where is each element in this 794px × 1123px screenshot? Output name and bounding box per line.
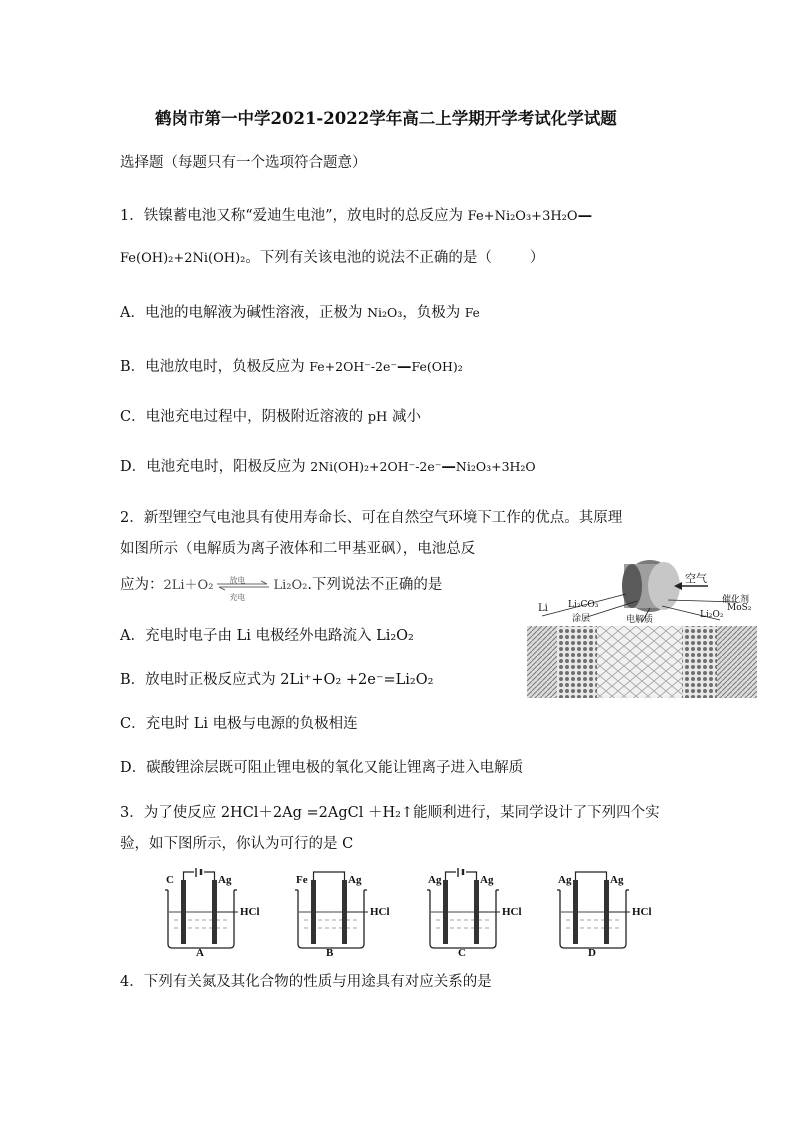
electrode-label-left: Ag [558, 874, 572, 886]
beaker-setup [552, 868, 672, 958]
q1-d-product: Ni₂O₃+3H₂O [455, 459, 536, 474]
battery-diagram-image [522, 556, 762, 700]
fig-label-catalyst: 催化剂 [722, 595, 750, 605]
q2-option-b: B．放电时正极反应式为 2Li⁺+O₂ +2e⁻=Li₂O₂ [120, 672, 434, 688]
q2-line2: 如图所示（电解质为离子液体和二甲基亚砜），电池总反 [120, 541, 476, 557]
fig-label-mos2: MoS₂ [727, 603, 752, 613]
fig-label-air: 空气 [685, 572, 707, 585]
q1-c-ph: pH [367, 410, 388, 425]
q2-line1: 2．新型锂空气电池具有使用寿命长、可在自然空气环境下工作的优点。其原理 [120, 510, 623, 526]
q1-a-text: A．电池的电解液为碱性溶液，正极为 [120, 305, 368, 321]
q1-stem: 1．铁镍蓄电池又称“爱迪生电池”，放电时的总反应为 [120, 208, 468, 224]
electrode-label-right: Ag [610, 874, 624, 886]
li-air-battery-figure [522, 556, 762, 700]
q1-equation-right: Fe(OH)₂+2Ni(OH)₂ [120, 251, 246, 266]
electrode-label-left: Fe [296, 874, 308, 886]
q1-option-a [120, 303, 480, 323]
q1-b-text: B．电池放电时，负极反应为 [120, 359, 310, 375]
q1-d-equation: 2Ni(OH)₂+2OH⁻-2e⁻ [310, 459, 442, 474]
fig-label-coating: 涂层 [572, 614, 591, 624]
fig-label-electrolyte: 电解质 [626, 615, 654, 625]
fig-label-li2co3: Li₂CO₃ [568, 600, 599, 610]
electrolyte-label: HCl [240, 906, 260, 918]
electrolyte-label: HCl [502, 906, 522, 918]
q1-line2 [120, 248, 544, 269]
q3-line1: 3．为了使反应 2HCl＋2Ag =2AgCl ＋H₂↑能顺利进行，某同学设计了下列四个实 [120, 805, 660, 821]
page-title: 鹤岗市第一中学2021-2022学年高二上学期开学考试化学试题 [155, 109, 617, 128]
q1-bracket-close: ） [529, 250, 545, 266]
q2-option-d: D．碳酸锂涂层既可阻止锂电极的氧化又能让锂离子进入电解质 [120, 760, 524, 776]
option-label: A [196, 947, 204, 959]
fig-label-li2o2: Li₂O₂ [700, 610, 724, 620]
q1-c-text2: 减小 [387, 409, 421, 425]
q4-line1: 4．下列有关氮及其化合物的性质与用途具有对应关系的是 [120, 974, 492, 990]
beaker-setup [160, 868, 280, 958]
q2-question: .下列说法不正确的是 [307, 577, 443, 593]
q1-d-dash: — [441, 458, 456, 475]
q1-c-text: C．电池充电过程中，阴极附近溶液的 [120, 409, 368, 425]
q2-arrow-bottom: 充电 [229, 593, 246, 602]
electrode-label-left: C [166, 874, 174, 886]
beaker-setup [290, 868, 410, 958]
q2-eq-right: Li₂O₂ [273, 578, 308, 593]
q2-reversible-arrow [215, 575, 271, 602]
q2-option-a: A．充电时电子由 Li 电极经外电路流入 Li₂O₂ [120, 628, 414, 644]
electrode-label-right: Ag [480, 874, 494, 886]
q1-option-c [120, 407, 421, 428]
option-label: C [458, 947, 466, 959]
electrolyte-label: HCl [370, 906, 390, 918]
q2-option-c: C．充电时 Li 电极与电源的负极相连 [120, 716, 358, 732]
q1-option-b [120, 357, 463, 377]
electrolyte-label: HCl [632, 906, 652, 918]
q1-equation-dash: — [577, 207, 593, 224]
q1-b-dash: — [397, 358, 412, 375]
q1-line1 [120, 206, 592, 227]
electrode-label-right: Ag [218, 874, 232, 886]
q1-equation-left: Fe+Ni₂O₃+3H₂O [467, 209, 578, 224]
q3-line2: 验，如下图所示，你认为可行的是 C [120, 836, 354, 852]
section-header: 选择题（每题只有一个选项符合题意） [120, 155, 367, 171]
electrode-label-right: Ag [348, 874, 362, 886]
electrode-label-left: Ag [428, 874, 442, 886]
q1-b-equation: Fe+2OH⁻-2e⁻ [309, 359, 397, 374]
fig-label-li: Li [538, 603, 548, 614]
q1-a-formula2: Fe [464, 306, 480, 320]
q1-a-text2: ，负极为 [402, 305, 465, 321]
q2-arrow-top: 放电 [229, 576, 246, 585]
q3-beaker-figures [160, 868, 680, 958]
q2-eq-left: 2Li＋O₂ [163, 578, 214, 593]
q1-option-d [120, 457, 536, 477]
q1-question: 。下列有关该电池的说法不正确的是（ [245, 250, 492, 266]
q1-a-formula1: Ni₂O₃ [367, 305, 403, 320]
option-label: D [588, 947, 596, 959]
q2-line3 [120, 575, 443, 602]
q1-d-text: D．电池充电时，阳极反应为 [120, 459, 311, 475]
q2-eq-prefix: 应为： [120, 577, 164, 593]
q1-b-product: Fe(OH)₂ [411, 359, 463, 374]
option-label: B [326, 947, 334, 959]
beaker-setup [422, 868, 542, 958]
